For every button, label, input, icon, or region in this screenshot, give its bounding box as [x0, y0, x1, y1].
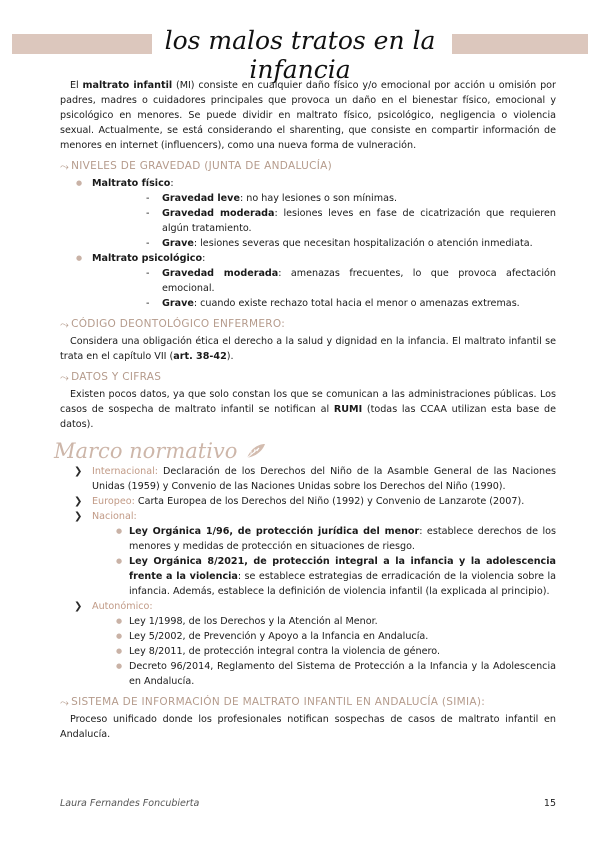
list-item: ● Ley 1/1998, de los Derechos y la Atención al Menor.: [92, 614, 556, 629]
chevron-right-icon: ❯: [74, 511, 83, 522]
list-item: ● Ley 5/2002, de Prevención y Apoyo a la Infancia en Andalucía.: [92, 629, 556, 644]
squiggle-arrow-icon: ⤳: [60, 371, 70, 384]
intro-paragraph: El maltrato infantil (MI) consiste en cualquier daño físico y/o emocional por acción u omisión por padres, madres o cuidadores principales que provoca un daño en el bienestar físico, emocional y psicológico en menores. Se puede dividir en maltrato físico, psicológico, negligencia o violencia sexual. Actualmente, se está considerando el sharenting, que consiste en compartir información de menores en internet (influencers), como una nueva forma de vulneración.: [60, 80, 556, 151]
title-banner-left: [12, 34, 152, 54]
footer-author: Laura Fernandes Foncubierta: [60, 798, 200, 809]
section-heading-codigo: ⤳ CÓDIGO DEONTOLÓGICO ENFERMERO:: [60, 318, 286, 331]
list-item: ❯ Nacional: ● Ley Orgánica 1/96, de protección jurídica del menor: establece derechos de los menores y medidas de protección en situaciones de riesgo. ● Ley Orgánica 8/2021, de protección integral a la infancia y la adolescencia frente a la violencia: se establece estrategias de erradicación de la violencia sobre la infancia. Además, establece la definición de violencia infantil (la explicada al principio).: [60, 509, 556, 599]
list-item: ● Maltrato físico: - Gravedad leve: no hay lesiones o son mínimas. - Gravedad moderada: lesiones leves en fase de cicatrización que requieren algún tratamiento. - Grave: lesiones severas que necesitan hospitalización o atención inmediata.: [60, 176, 556, 251]
chevron-right-icon: ❯: [74, 496, 83, 507]
section-heading-marco: Marco normativo: [54, 442, 556, 460]
title-banner-right: [452, 34, 588, 54]
squiggle-arrow-icon: ⤳: [60, 696, 70, 709]
squiggle-arrow-icon: ⤳: [60, 160, 70, 173]
datos-paragraph: Existen pocos datos, ya que solo constan los que se comunican a las administraciones públicas. Los casos de sospecha de maltrato infantil se notifican al RUMI (todas las CCAA utilizan esta base de datos).: [60, 389, 556, 430]
page-footer: [60, 798, 556, 809]
list-item: ● Maltrato psicológico: - Gravedad moderada: amenazas frecuentes, lo que provoca afectación emocional. - Grave: cuando existe rechazo total hacia el menor o amenazas extremas.: [60, 251, 556, 311]
niveles-list: [60, 176, 556, 311]
chevron-right-icon: ❯: [74, 601, 83, 612]
leaf-icon: [245, 442, 267, 460]
section-heading-datos: ⤳ DATOS Y CIFRAS: [60, 371, 162, 384]
section-heading-niveles: ⤳ NIVELES DE GRAVEDAD (JUNTA DE ANDALUCÍA): [60, 160, 333, 173]
list-item: - Gravedad leve: no hay lesiones o son mínimas.: [92, 191, 556, 206]
page-number: 15: [543, 798, 556, 809]
list-item: - Gravedad moderada: amenazas frecuentes, lo que provoca afectación emocional.: [92, 266, 556, 296]
main-content: [54, 78, 557, 742]
list-item: ● Ley Orgánica 1/96, de protección jurídica del menor: establece derechos de los menores y medidas de protección en situaciones de riesgo.: [92, 524, 556, 554]
codigo-paragraph: Considera una obligación ética el derecho a la salud y dignidad en la infancia. El maltrato infantil se trata en el capítulo VII (art. 38-42).: [60, 336, 556, 362]
chevron-right-icon: ❯: [74, 466, 83, 477]
list-item: ❯ Autonómico: ● Ley 1/1998, de los Derechos y la Atención al Menor. ● Ley 5/2002, de Prevención y Apoyo a la Infancia en Andalucía. ● Ley 8/2011, de protección integral contra la violencia de género. ● Decreto 96/2014, Reglamento del Sistema de Protección a la Infancia y la Adolescencia en Andalucía.: [60, 599, 556, 689]
list-item: - Grave: cuando existe rechazo total hacia el menor o amenazas extremas.: [92, 296, 556, 311]
page-title: los malos tratos en la infancia: [164, 26, 436, 84]
list-item: ❯ Internacional: Declaración de los Derechos del Niño de la Asamble General de las Naciones Unidas (1959) y Convenio de las Naciones Unidas sobre los Derechos del Niño (1990).: [74, 466, 556, 492]
simia-paragraph: Proceso unificado donde los profesionales notifican sospechas de casos de maltrato infantil en Andalucía.: [60, 714, 556, 740]
list-item: ● Decreto 96/2014, Reglamento del Sistema de Protección a la Infancia y la Adolescencia en Andalucía.: [92, 659, 556, 689]
list-item: - Grave: lesiones severas que necesitan hospitalización o atención inmediata.: [92, 236, 556, 251]
list-item: ● Ley Orgánica 8/2021, de protección integral a la infancia y la adolescencia frente a la violencia: se establece estrategias de erradicación de la violencia sobre la infancia. Además, establece la definición de violencia infantil (la explicada al principio).: [92, 554, 556, 599]
list-item: - Gravedad moderada: lesiones leves en fase de cicatrización que requieren algún tratamiento.: [92, 206, 556, 236]
list-item: ❯ Europeo: Carta Europea de los Derechos del Niño (1992) y Convenio de Lanzarote (2007).: [74, 496, 525, 507]
section-heading-simia: ⤳ SISTEMA DE INFORMACIÓN DE MALTRATO INFANTIL EN ANDALUCÍA (SIMIA):: [60, 696, 486, 709]
marco-list: [60, 464, 556, 689]
squiggle-arrow-icon: ⤳: [60, 318, 70, 331]
list-item: ● Ley 8/2011, de protección integral contra la violencia de género.: [92, 644, 556, 659]
